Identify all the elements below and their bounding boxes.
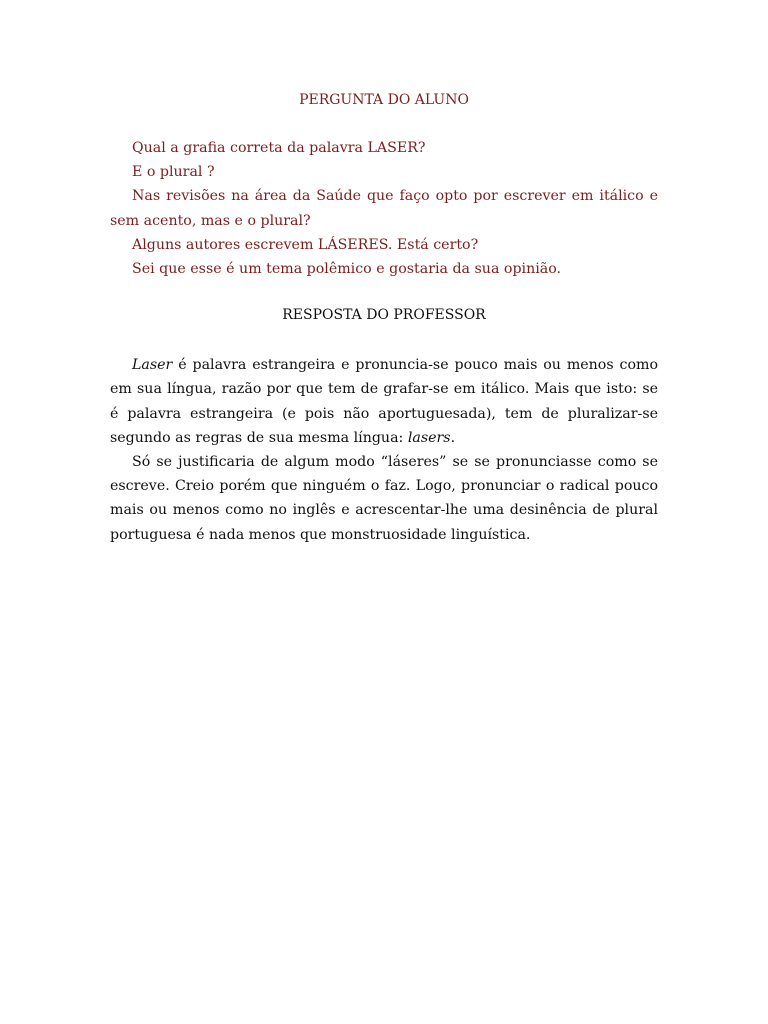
answer-heading: RESPOSTA DO PROFESSOR xyxy=(282,307,486,324)
question-section xyxy=(110,136,658,281)
answer-paragraph-1-end: . xyxy=(450,429,456,446)
answer-paragraph-1 xyxy=(110,353,658,450)
answer-paragraph-2: Só se justificaria de algum modo “láseres” se se pronunciasse como se escreve. Creio porém que ninguém o faz. Logo, pronunciar o radical pouco mais ou menos como no inglês e acrescentar-lhe uma desinência de plural portuguesa é nada menos que monstruosidade linguística. xyxy=(110,454,658,543)
answer-section xyxy=(110,353,658,547)
question-line: Qual a grafia correta da palavra LASER? xyxy=(132,140,426,156)
question-line: E o plural ? xyxy=(132,164,215,181)
term-laser: Laser xyxy=(132,357,173,374)
answer-paragraph-1-text: é palavra estrangeira e pronuncia-se pouco mais ou menos como em sua língua, razão por que tem de grafar-se em itálico. Mais que isto: se é palavra estrangeira (e pois não aportuguesada), tem de pluralizar-se segundo as regras de sua mesma língua: xyxy=(110,357,658,446)
question-line: Sei que esse é um tema polêmico e gostaria da sua opinião. xyxy=(132,261,562,278)
question-heading: PERGUNTA DO ALUNO xyxy=(299,92,469,108)
term-lasers: lasers xyxy=(407,429,451,446)
document-page xyxy=(110,88,658,547)
question-line: Alguns autores escrevem LÁSERES. Está certo? xyxy=(132,236,479,253)
question-line: Nas revisões na área da Saúde que faço opto por escrever em itálico e sem acento, mas e o plural? xyxy=(110,188,658,229)
